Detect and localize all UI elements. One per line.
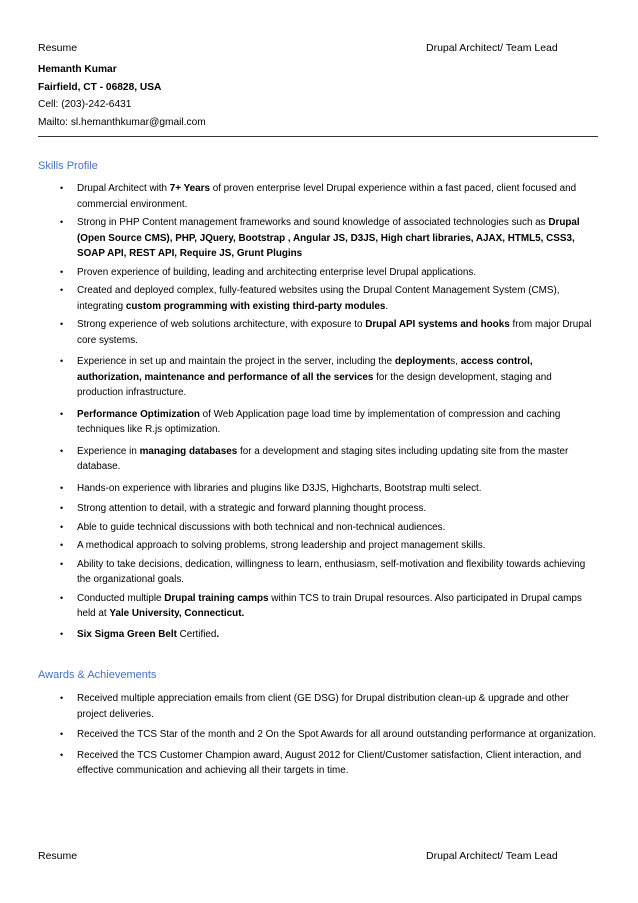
header-divider <box>38 136 598 137</box>
bold-text: 7+ Years <box>169 183 210 194</box>
bold-text: deployment <box>394 356 451 367</box>
skill-item <box>38 557 598 588</box>
bullet-icon: • <box>60 749 64 760</box>
item-text: Certified <box>176 628 217 640</box>
skill-item <box>38 501 598 517</box>
skill-item <box>38 181 598 212</box>
bold-text: custom programming with existing third-party modules <box>125 300 386 312</box>
item-text: Drupal Architect with <box>77 183 170 194</box>
skill-item <box>38 627 598 643</box>
bold-text: Drupal (Open Source CMS), PHP, JQuery, Bootstrap , Angular JS, D3JS, High chart libraries, AJAX, HTML5, CSS3, SOAP API, REST API, Require JS, Grunt Plugins <box>77 217 580 259</box>
candidate-name: Hemanth Kumar <box>38 64 117 75</box>
candidate-location: Fairfield, CT - 06828, USA <box>38 81 162 93</box>
item-text: A methodical approach to solving problems, strong leadership and project management skills. <box>77 540 486 551</box>
awards-section-title: Awards & Achievements <box>38 669 157 681</box>
bullet-icon: • <box>60 266 64 277</box>
item-text: Strong attention to detail, with a strategic and forward planning thought process. <box>77 503 427 514</box>
bold-text: . <box>216 628 220 640</box>
bullet-icon: • <box>60 693 64 703</box>
skill-item <box>38 538 598 554</box>
contact-block <box>38 61 206 131</box>
item-text: Experience in <box>77 445 140 457</box>
item-text: . <box>385 300 389 312</box>
item-text: Able to guide technical discussions with both technical and non-technical audiences. <box>77 521 446 533</box>
bullet-icon: • <box>60 729 64 739</box>
skill-item <box>38 265 598 281</box>
awards-list <box>38 691 598 779</box>
bullet-icon: • <box>60 503 64 513</box>
bold-text: Drupal API systems and hooks <box>365 319 510 330</box>
bullet-icon: • <box>60 558 64 569</box>
skill-item <box>38 520 598 536</box>
award-item <box>38 691 598 722</box>
footer-right-label: Drupal Architect/ Team Lead <box>426 850 558 862</box>
candidate-email[interactable]: Mailto: sl.hemanthkumar@gmail.com <box>38 116 206 128</box>
item-text: Received the TCS Star of the month and 2 On the Spot Awards for all around outstanding performance at organization. <box>77 729 596 740</box>
skill-item <box>38 591 598 622</box>
item-text: of Web Application page load time by implementation of compression and caching techniques like R.js optimization. <box>77 408 561 435</box>
bold-text: Yale University, Connecticut. <box>109 608 245 619</box>
item-text: within TCS to train Drupal resources. Also participated in Drupal camps held at <box>77 592 582 619</box>
bold-text: managing databases <box>139 445 238 457</box>
bullet-icon: • <box>60 319 64 329</box>
bullet-icon: • <box>60 540 64 550</box>
item-text: Strong experience of web solutions architecture, with exposure to <box>77 319 366 330</box>
item-text: s, <box>450 356 461 367</box>
bold-text: Six Sigma Green Belt <box>77 628 177 640</box>
item-text: Ability to take decisions, dedication, willingness to learn, enthusiasm, self-motivation and flexibility towards achieving the organizational goals. <box>77 558 586 585</box>
bullet-icon: • <box>60 408 64 419</box>
bullet-icon: • <box>60 482 64 493</box>
item-text: Strong in PHP Content management frameworks and sound knowledge of associated technologies such as <box>77 217 549 228</box>
item-text: Hands-on experience with libraries and plugins like D3JS, Highcharts, Bootstrap multi select. <box>77 482 482 494</box>
skill-item <box>38 283 598 314</box>
item-text: for the design development, staging and production infrastructure. <box>77 371 552 398</box>
skill-item <box>38 481 598 497</box>
bullet-icon: • <box>60 445 64 456</box>
bold-text: Performance Optimization <box>77 408 200 420</box>
award-item <box>38 748 598 779</box>
page-footer <box>38 850 600 862</box>
item-text: for a development and staging sites including updating site from the master database. <box>77 445 569 472</box>
item-text: Created and deployed complex, fully-featured websites using the Drupal Content Management System (CMS), integrating <box>77 285 560 312</box>
bullet-icon: • <box>60 183 64 193</box>
skill-item <box>38 407 598 438</box>
bold-text: access control, authorization, maintenance and performance of all the services <box>77 356 533 383</box>
candidate-cell: Cell: (203)-242-6431 <box>38 99 132 110</box>
page-header <box>38 42 600 54</box>
item-text: of proven enterprise level Drupal experience within a fast paced, client focused and commercial environment. <box>77 183 577 210</box>
item-text: Received the TCS Customer Champion award, August 2012 for Client/Customer satisfaction, Client interaction, and effective communication and achieving all their targets in time. <box>77 749 582 776</box>
item-text: Proven experience of building, leading and architecting enterprise level Drupal applications. <box>77 266 477 278</box>
bullet-icon: • <box>60 628 64 639</box>
item-text: Received multiple appreciation emails from client (GE DSG) for Drupal distribution clean-up & upgrade and other project deliveries. <box>77 693 569 720</box>
bullet-icon: • <box>60 356 64 366</box>
bullet-icon: • <box>60 521 64 532</box>
item-text: Conducted multiple <box>77 592 165 604</box>
bold-text: Drupal training camps <box>164 592 269 604</box>
skill-item <box>38 444 598 475</box>
bullet-icon: • <box>60 217 64 227</box>
footer-left-label: Resume <box>38 850 78 862</box>
skill-item <box>38 354 598 401</box>
bullet-icon: • <box>60 285 64 295</box>
skill-item <box>38 317 598 348</box>
skill-item <box>38 215 598 262</box>
award-item <box>38 727 598 743</box>
item-text: Experience in set up and maintain the project in the server, including the <box>77 356 395 367</box>
skills-section-title: Skills Profile <box>38 160 98 172</box>
skills-list <box>38 181 598 642</box>
header-right-label: Drupal Architect/ Team Lead <box>426 42 558 54</box>
bullet-icon: • <box>60 592 64 603</box>
header-left-label: Resume <box>38 42 78 54</box>
item-text: from major Drupal core systems. <box>77 319 592 346</box>
